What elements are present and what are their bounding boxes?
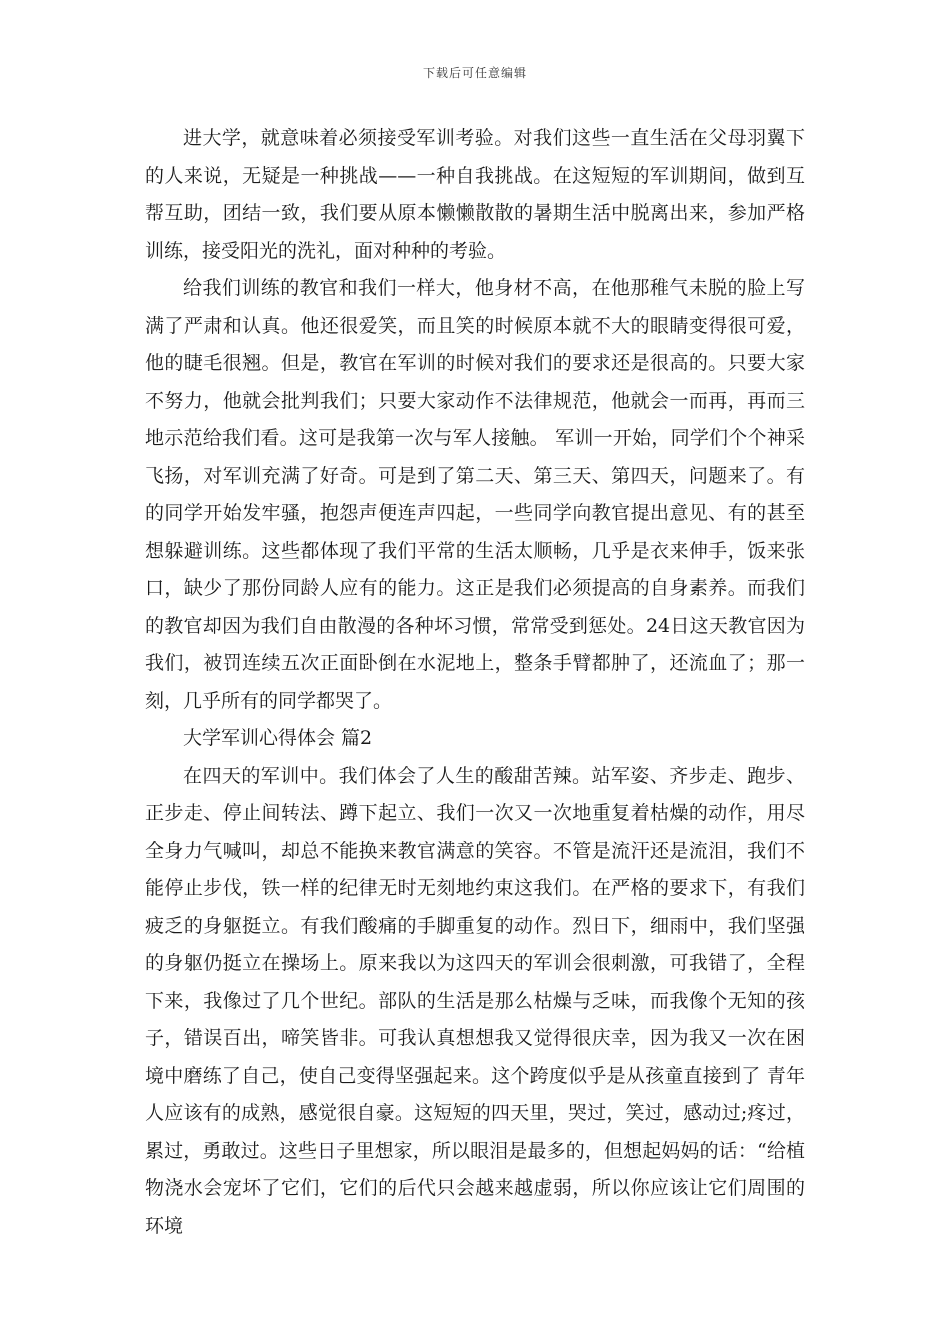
section-heading: 大学军训心得体会 篇2: [183, 727, 373, 749]
paragraph-1: 进大学，就意味着必须接受军训考验。对我们这些一直生活在父母羽翼下的人来说，无疑是一种挑战——一种自我挑战。在这短短的军训期间，做到互帮互助，团结一致，我们要从原本懒懒散散的暑期生活中脱离出来，参加严格训练，接受阳光的洗礼，面对种种的考验。: [145, 127, 805, 262]
paragraph-3: 在四天的军训中。我们体会了人生的酸甜苦辣。站军姿、齐步走、跑步、正步走、停止间转法、蹲下起立、我们一次又一次地重复着枯燥的动作，用尽全身力气喊叫，却总不能换来教官满意的笑容。不管是流汗还是流泪，我们不能停止步伐，铁一样的纪律无时无刻地约束这我们。在严格的要求下，有我们疲乏的身躯挺立。有我们酸痛的手脚重复的动作。烈日下，细雨中，我们坚强的身躯仍挺立在操场上。原来我以为这四天的军训会很刺激，可我错了，全程下来，我像过了几个世纪。部队的生活是那么枯燥与乏味，而我像个无知的孩子，错误百出，啼笑皆非。可我认真想想我又觉得很庆幸，因为我又一次在困境中磨练了自己，使自己变得坚强起来。这个跨度似乎是从孩童直接到了 青年人应该有的成熟，感觉很自豪。这短短的四天里，哭过，笑过，感动过;疼过，累过，勇敢过。这些日子里想家，所以眼泪是最多的，但想起妈妈的话：“给植物浇水会宠坏了它们，它们的后代只会越来越虚弱，所以你应该让它们周围的环境: [145, 764, 805, 1237]
document-body: [145, 120, 805, 1245]
paragraph-2: 给我们训练的教官和我们一样大，他身材不高，在他那稚气未脱的脸上写满了严肃和认真。他还很爱笑，而且笑的时候原本就不大的眼睛变得很可爱，他的睫毛很翘。但是，教官在军训的时候对我们的要求还是很高的。只要大家不努力，他就会批判我们；只要大家动作不法律规范，他就会一而再，再而三地示范给我们看。这可是我第一次与军人接触。 军训一开始，同学们个个神采飞扬，对军训充满了好奇。可是到了第二天、第三天、第四天，问题来了。有的同学开始发牢骚，抱怨声便连声四起，一些同学向教官提出意见、有的甚至想躲避训练。这些都体现了我们平常的生活太顺畅，几乎是衣来伸手，饭来张口，缺少了那份同龄人应有的能力。这正是我们必须提高的自身素养。而我们的教官却因为我们自由散漫的各种坏习惯，常常受到惩处。24日这天教官因为我们，被罚连续五次正面卧倒在水泥地上，整条手臂都肿了，还流血了；那一刻，几乎所有的同学都哭了。: [145, 277, 805, 712]
page-header: 下载后可任意编辑: [422, 66, 527, 80]
